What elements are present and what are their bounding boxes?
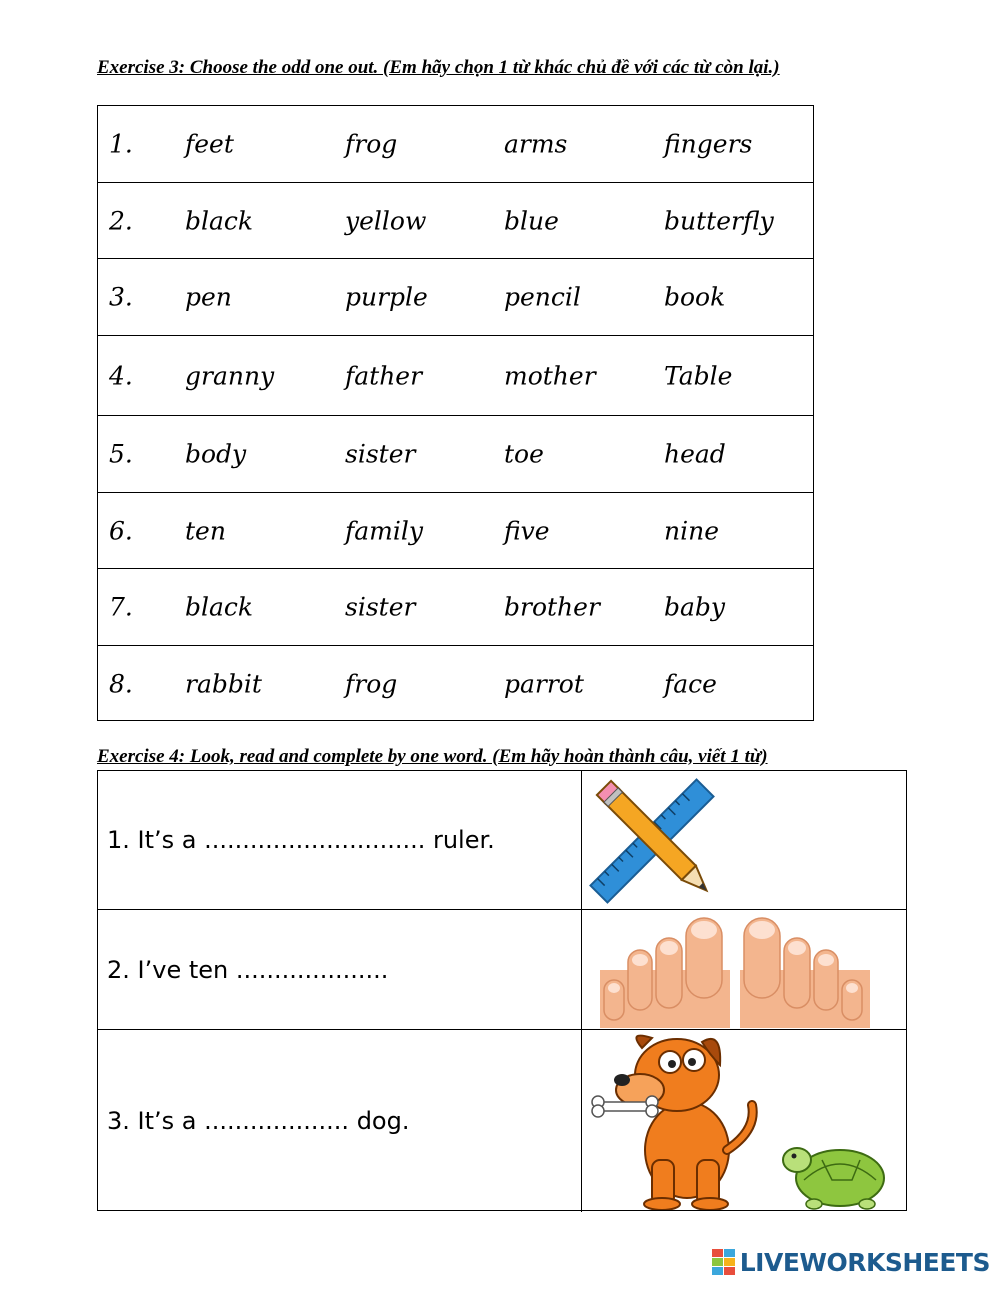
table-row — [98, 771, 906, 910]
table-row — [98, 416, 813, 493]
item-number: 6. — [109, 516, 133, 545]
word-option[interactable]: baby — [664, 592, 726, 622]
word-option[interactable]: blue — [504, 206, 559, 235]
liveworksheets-cubes-icon — [712, 1249, 736, 1275]
word-option[interactable]: ten — [185, 516, 226, 545]
toes-picture — [581, 910, 906, 1029]
exercise-3-table — [97, 105, 814, 721]
word-option[interactable]: head — [664, 439, 726, 469]
dog-and-turtle-picture — [581, 1030, 906, 1212]
word-option[interactable]: five — [504, 516, 550, 545]
word-option[interactable]: book — [664, 282, 726, 312]
word-option[interactable]: granny — [185, 361, 275, 390]
table-row — [98, 259, 813, 336]
word-option[interactable]: fingers — [664, 129, 753, 159]
word-option[interactable]: butterfly — [664, 206, 774, 235]
word-option[interactable]: frog — [345, 669, 398, 699]
word-option[interactable]: black — [185, 592, 254, 622]
word-option[interactable]: pen — [185, 282, 232, 312]
word-option[interactable]: sister — [345, 592, 416, 622]
table-row — [98, 910, 906, 1030]
word-option[interactable]: rabbit — [185, 669, 262, 699]
table-row — [98, 336, 813, 416]
word-option[interactable]: sister — [345, 439, 416, 469]
word-option[interactable]: feet — [185, 129, 234, 159]
word-option[interactable]: brother — [504, 592, 600, 622]
word-option[interactable]: Table — [664, 361, 733, 390]
liveworksheets-logo[interactable] — [712, 1247, 990, 1277]
table-row — [98, 646, 813, 722]
word-option[interactable]: yellow — [345, 206, 427, 235]
fill-in-sentence[interactable]: 3. It’s a ................... dog. — [107, 1107, 410, 1135]
word-option[interactable]: toe — [504, 439, 544, 469]
fill-in-sentence[interactable]: 1. It’s a ............................. ruler. — [107, 826, 495, 854]
table-row — [98, 106, 813, 183]
table-row — [98, 569, 813, 646]
exercise-4-table — [97, 770, 907, 1211]
word-option[interactable]: arms — [504, 129, 568, 159]
item-number: 8. — [109, 669, 133, 699]
item-number: 7. — [109, 592, 133, 622]
logo-text: LIVEWORKSHEETS — [739, 1247, 990, 1277]
item-number: 4. — [109, 361, 133, 390]
pencil-and-ruler-picture — [581, 771, 906, 909]
word-option[interactable]: frog — [345, 129, 398, 159]
word-option[interactable]: nine — [664, 516, 719, 545]
word-option[interactable]: pencil — [504, 282, 581, 312]
table-row — [98, 493, 813, 569]
item-number: 5. — [109, 439, 133, 469]
exercise-3-heading: Exercise 3: Choose the odd one out. (Em hãy chọn 1 từ khác chủ đề với các từ còn lại.) — [97, 57, 780, 78]
word-option[interactable]: family — [345, 516, 423, 545]
toes-icon — [582, 910, 882, 1028]
dog-icon — [582, 1030, 907, 1210]
turtle-icon — [783, 1148, 884, 1209]
word-option[interactable]: black — [185, 206, 254, 235]
item-number: 3. — [109, 282, 133, 312]
word-option[interactable]: mother — [504, 361, 596, 390]
pencil-ruler-icon — [582, 771, 742, 909]
item-number: 2. — [109, 206, 133, 235]
word-option[interactable]: face — [664, 669, 717, 699]
table-row — [98, 1030, 906, 1212]
table-row — [98, 183, 813, 259]
word-option[interactable]: parrot — [504, 669, 584, 699]
word-option[interactable]: father — [345, 361, 423, 390]
exercise-4-heading: Exercise 4: Look, read and complete by one word. (Em hãy hoàn thành câu, viết 1 từ) — [97, 746, 768, 767]
fill-in-sentence[interactable]: 2. I’ve ten .................... — [107, 955, 389, 984]
word-option[interactable]: purple — [345, 282, 428, 312]
item-number: 1. — [109, 129, 133, 159]
word-option[interactable]: body — [185, 439, 247, 469]
